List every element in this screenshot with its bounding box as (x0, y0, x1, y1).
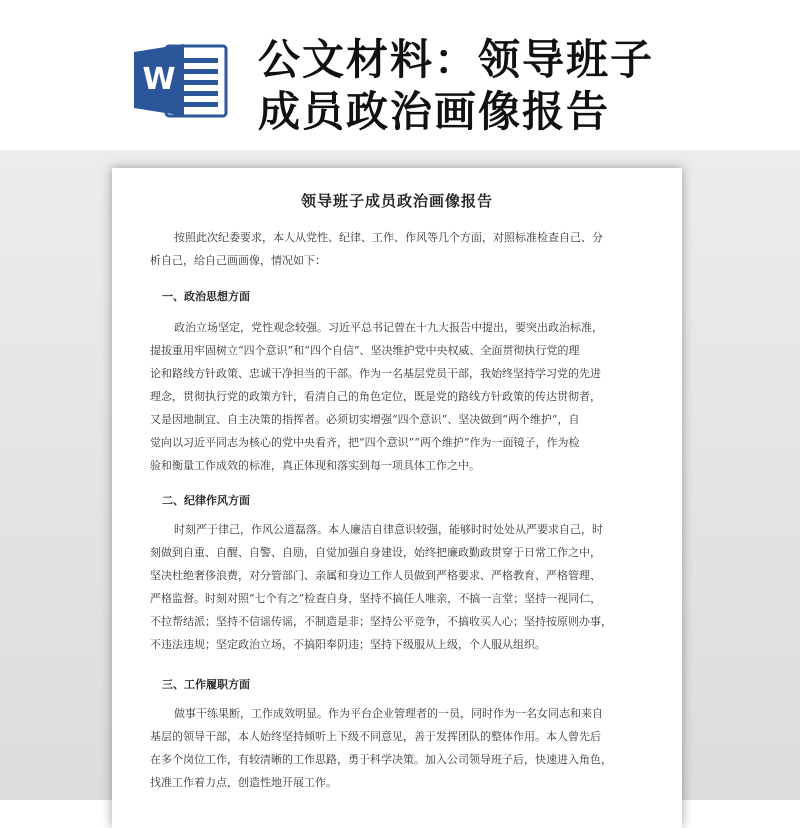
document-title: 领导班子成员政治画像报告 (300, 192, 493, 210)
section2-line: 坚决杜绝奢侈浪费，对分管部门、亲属和身边工作人员做到严格要求、严格教育、严格管理、 (150, 569, 601, 582)
section3-paragraph (150, 702, 656, 794)
section2-paragraph (150, 518, 656, 656)
section2-line: 不违法违规；坚定政治立场，不搞阳奉阴违；坚持下级服从上级，个人服从组织。 (150, 638, 546, 651)
section3-line: 在多个岗位工作，有较清晰的工作思路，勇于科学决策。加入公司领导班子后，快速进入角色， (150, 753, 612, 766)
banner-title-line-1: 公文材料：领导班子 (258, 35, 655, 84)
section1-line: 又是因地制宜、自主决策的指挥者。必须切实增强“四个意识”、坚决做到“两个维护”，自 (150, 413, 580, 426)
section2-line: 不拉帮结派；坚持不信谣传谣，不制造是非；坚持公平竞争，不搞收买人心；坚持按原则办事， (150, 615, 612, 628)
banner-title-line-2: 成员政治画像报告 (258, 87, 611, 136)
section1-line: 验和衡量工作成效的标准，真正体现和落实到每一项具体工作之中。 (150, 459, 480, 472)
section3-line: 找准工作着力点，创造性地开展工作。 (150, 776, 337, 789)
section1-line: 政治立场坚定，党性观念较强。习近平总书记曾在十九大报告中提出，要突出政治标准， (174, 321, 603, 334)
section-heading-2: 二、纪律作风方面 (162, 494, 250, 507)
document-page (112, 168, 682, 828)
intro-paragraph (150, 226, 656, 272)
intro-line: 按照此次纪委要求，本人从党性、纪律、工作、作风等几个方面，对照标准检查自己、分 (174, 231, 603, 244)
banner (0, 0, 800, 160)
section3-line: 基层的领导干部，本人始终坚持倾听上下级不同意见，善于发挥团队的整体作用。本人曾先后 (150, 730, 601, 743)
banner-title (258, 34, 778, 138)
intro-line: 析自己，给自己画画像，情况如下： (150, 254, 326, 267)
word-document-icon (132, 40, 232, 120)
section-heading-3: 三、工作履职方面 (162, 678, 250, 691)
section-heading-1: 一、政治思想方面 (162, 290, 250, 303)
section3-line: 做事干练果断，工作成效明显。作为平台企业管理者的一员，同时作为一名女同志和来自 (174, 707, 603, 720)
section1-paragraph (150, 316, 656, 477)
section2-line: 严格监督。时刻对照“七个有之”检查自身，坚持不搞任人唯亲，不搞一言堂；坚持一视同仁， (150, 592, 602, 605)
section1-line: 提拔重用牢固树立“四个意识”和“四个自信”、坚决维护党中央权威、全面贯彻执行党的理 (150, 344, 580, 357)
section1-line: 理念，贯彻执行党的政策方针，看清自己的角色定位，既是党的路线方针政策的传达贯彻者， (150, 390, 601, 403)
section1-line: 觉向以习近平同志为核心的党中央看齐，把“四个意识”“两个维护”作为一面镜子，作为检 (150, 436, 580, 449)
section2-line: 时刻严于律己，作风公道磊落。本人廉洁自律意识较强，能够时时处处从严要求自己，时 (174, 523, 603, 536)
word-icon-letter: W (142, 62, 176, 97)
section2-line: 刻做到自重、自醒、自警、自励，自觉加强自身建设，始终把廉政勤政贯穿于日常工作之中， (150, 546, 601, 559)
section1-line: 论和路线方针政策、忠诚干净担当的干部。作为一名基层党员干部，我始终坚持学习党的先进 (150, 367, 601, 380)
